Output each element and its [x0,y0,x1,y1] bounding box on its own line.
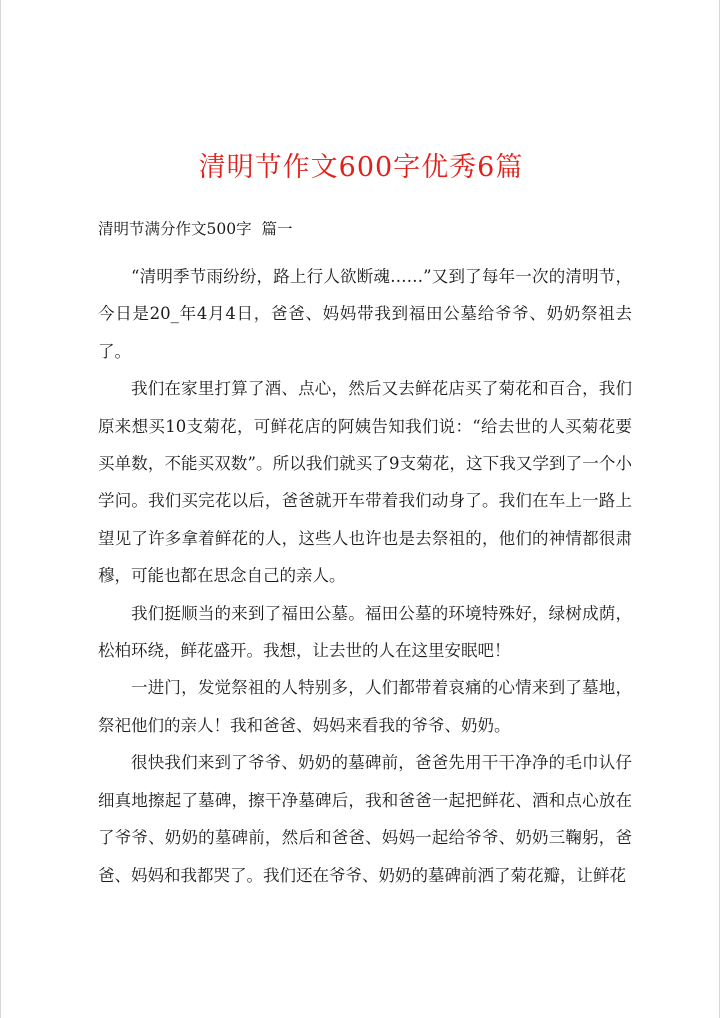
article-body [98,258,632,894]
paragraph-5: 很快我们来到了爷爷、奶奶的墓碑前，爸爸先用干干净净的毛巾认仔细真地擦起了墓碑，擦干净墓碑后，我和爸爸一起把鲜花、酒和点心放在了爷爷、奶奶的墓碑前，然后和爸爸、妈妈一起给爷爷、奶奶三鞠躬，爸爸、妈妈和我都哭了。我们还在爷爷、奶奶的墓碑前洒了菊花瓣，让鲜花 [98,753,632,885]
document-title: 清明节作文600字优秀6篇 [198,152,524,183]
paragraph-4: 一进门，发觉祭祖的人特别多，人们都带着哀痛的心情来到了墓地，祭祀他们的亲人！我和爸爸、妈妈来看我的爷爷、奶奶。 [98,678,632,735]
paragraph-2: 我们在家里打算了酒、点心，然后又去鲜花店买了菊花和百合，我们原来想买10支菊花，可鲜花店的阿姨告知我们说：“给去世的人买菊花要买单数，不能买双数”。所以我们就买了9支菊花，这下我又学到了一个小学问。我们买完花以后，爸爸就开车带着我们动身了。我们在车上一路上望见了许多拿着鲜花的人，这些人也许也是去祭祖的，他们的神情都很肃穆，可能也都在思念自己的亲人。 [98,379,632,586]
section-heading: 清明节满分作文500字 篇一 [98,220,293,238]
paragraph-1: “清明季节雨纷纷，路上行人欲断魂……”又到了每年一次的清明节，今日是20_年4月4日，爸爸、妈妈带我到福田公墓给爷爷、奶奶祭祖去了。 [98,267,632,361]
paragraph-3: 我们挺顺当的来到了福田公墓。福田公墓的环境特殊好，绿树成荫，松柏环绕，鲜花盛开。我想，让去世的人在这里安眠吧！ [98,603,632,661]
